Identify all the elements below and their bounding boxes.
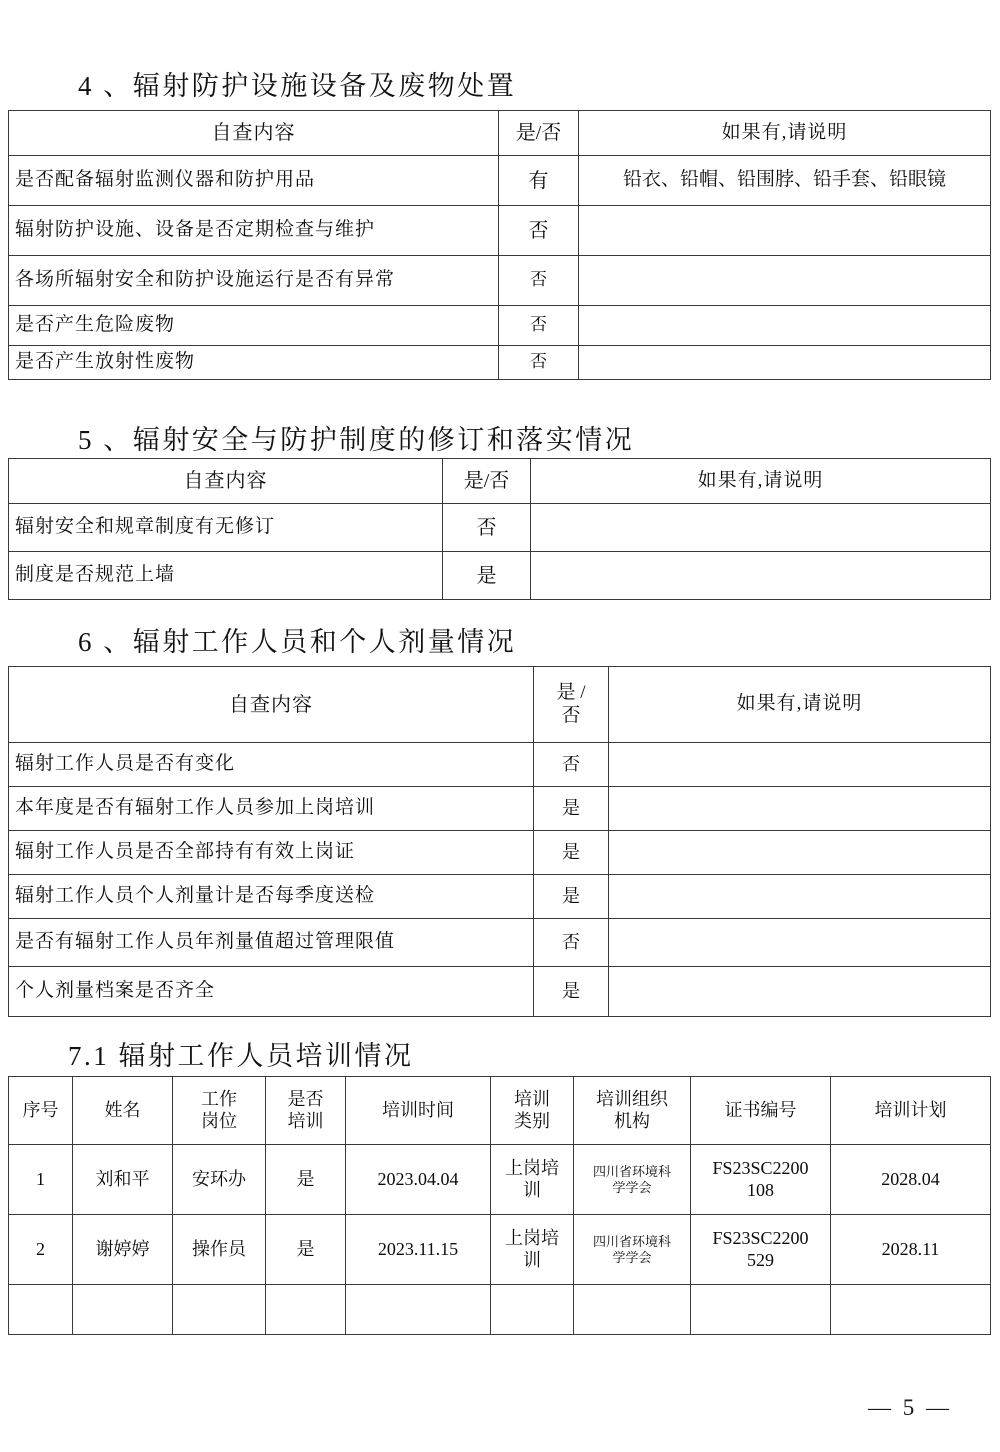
cell-trained: 是 (266, 1215, 346, 1285)
checklist-answer: 否 (499, 256, 579, 306)
table-row (9, 206, 991, 256)
cell-org: 四川省环境科 学学会 (574, 1215, 691, 1285)
table-row (9, 919, 991, 967)
column-header-note: 如果有,请说明 (579, 111, 991, 156)
cell-name: 刘和平 (73, 1145, 173, 1215)
column-header-date: 培训时间 (346, 1077, 491, 1145)
table-row (9, 875, 991, 919)
checklist-note (579, 306, 991, 346)
column-header-note: 如果有,请说明 (531, 459, 991, 504)
cell-org (574, 1285, 691, 1335)
checklist-item: 辐射工作人员是否有变化 (9, 743, 534, 787)
table-row (9, 306, 991, 346)
column-header-plan: 培训计划 (831, 1077, 991, 1145)
column-header-no: 序号 (9, 1077, 73, 1145)
section-6-table (8, 666, 991, 1017)
checklist-answer: 否 (499, 206, 579, 256)
table-header-row (9, 667, 991, 743)
cell-date: 2023.11.15 (346, 1215, 491, 1285)
section-7-1-table (8, 1076, 991, 1335)
checklist-answer: 有 (499, 156, 579, 206)
cell-plan: 2028.04 (831, 1145, 991, 1215)
column-header-category: 培训 类别 (491, 1077, 574, 1145)
checklist-item: 个人剂量档案是否齐全 (9, 967, 534, 1017)
checklist-item: 辐射工作人员是否全部持有有效上岗证 (9, 831, 534, 875)
checklist-note (609, 787, 991, 831)
column-header-item: 自查内容 (9, 459, 443, 504)
section-4-heading: 4 、辐射防护设施设备及废物处置 (78, 71, 517, 101)
table-row (9, 743, 991, 787)
cell-cert: FS23SC2200 529 (691, 1215, 831, 1285)
cell-date: 2023.04.04 (346, 1145, 491, 1215)
checklist-note (609, 919, 991, 967)
checklist-item: 辐射安全和规章制度有无修订 (9, 504, 443, 552)
column-header-post: 工作 岗位 (173, 1077, 266, 1145)
table-row (9, 1145, 991, 1215)
checklist-note (609, 831, 991, 875)
cell-category (491, 1285, 574, 1335)
checklist-note (579, 346, 991, 380)
cell-trained (266, 1285, 346, 1335)
cell-name: 谢婷婷 (73, 1215, 173, 1285)
cell-plan (831, 1285, 991, 1335)
checklist-answer: 否 (499, 346, 579, 380)
table-row (9, 156, 991, 206)
checklist-note (579, 206, 991, 256)
checklist-note (579, 256, 991, 306)
table-row (9, 504, 991, 552)
cell-post: 操作员 (173, 1215, 266, 1285)
section-7-1-heading: 7.1 辐射工作人员培训情况 (68, 1041, 414, 1071)
column-header-trained: 是否 培训 (266, 1077, 346, 1145)
cell-plan: 2028.11 (831, 1215, 991, 1285)
checklist-note (609, 967, 991, 1017)
checklist-answer: 是 (534, 967, 609, 1017)
checklist-item: 制度是否规范上墙 (9, 552, 443, 600)
checklist-note: 铅衣、铅帽、铅围脖、铅手套、铅眼镜 (579, 156, 991, 206)
checklist-answer: 是 (534, 831, 609, 875)
table-row (9, 256, 991, 306)
cell-no: 2 (9, 1215, 73, 1285)
checklist-answer: 否 (443, 504, 531, 552)
cell-org: 四川省环境科 学学会 (574, 1145, 691, 1215)
checklist-answer: 否 (534, 743, 609, 787)
cell-cert: FS23SC2200 108 (691, 1145, 831, 1215)
section-6-heading: 6 、辐射工作人员和个人剂量情况 (78, 627, 517, 657)
checklist-note (609, 743, 991, 787)
checklist-item: 辐射防护设施、设备是否定期检查与维护 (9, 206, 499, 256)
checklist-note (609, 875, 991, 919)
checklist-item: 各场所辐射安全和防护设施运行是否有异常 (9, 256, 499, 306)
table-row (9, 346, 991, 380)
column-header-answer: 是 / 否 (534, 667, 609, 743)
column-header-note: 如果有,请说明 (609, 667, 991, 743)
checklist-answer: 是 (443, 552, 531, 600)
cell-no: 1 (9, 1145, 73, 1215)
section-5-table (8, 458, 991, 600)
column-header-name: 姓名 (73, 1077, 173, 1145)
table-row (9, 1215, 991, 1285)
cell-post (173, 1285, 266, 1335)
cell-category: 上岗培 训 (491, 1145, 574, 1215)
cell-category: 上岗培 训 (491, 1215, 574, 1285)
checklist-answer: 是 (534, 875, 609, 919)
cell-post: 安环办 (173, 1145, 266, 1215)
column-header-cert: 证书编号 (691, 1077, 831, 1145)
page-number-footer: — 5 — (868, 1395, 952, 1420)
table-row (9, 967, 991, 1017)
checklist-item: 是否产生放射性废物 (9, 346, 499, 380)
table-row (9, 1285, 991, 1335)
section-4-table (8, 110, 991, 380)
checklist-item: 辐射工作人员个人剂量计是否每季度送检 (9, 875, 534, 919)
column-header-item: 自查内容 (9, 667, 534, 743)
cell-trained: 是 (266, 1145, 346, 1215)
cell-no (9, 1285, 73, 1335)
checklist-item: 本年度是否有辐射工作人员参加上岗培训 (9, 787, 534, 831)
column-header-answer: 是/否 (443, 459, 531, 504)
checklist-answer: 是 (534, 787, 609, 831)
cell-cert (691, 1285, 831, 1335)
checklist-answer: 否 (534, 919, 609, 967)
section-5-heading: 5 、辐射安全与防护制度的修订和落实情况 (78, 425, 635, 455)
table-header-row (9, 1077, 991, 1145)
column-header-org: 培训组织 机构 (574, 1077, 691, 1145)
cell-name (73, 1285, 173, 1335)
table-row (9, 831, 991, 875)
column-header-item: 自查内容 (9, 111, 499, 156)
checklist-item: 是否有辐射工作人员年剂量值超过管理限值 (9, 919, 534, 967)
checklist-item: 是否配备辐射监测仪器和防护用品 (9, 156, 499, 206)
table-row (9, 787, 991, 831)
checklist-note (531, 552, 991, 600)
checklist-answer: 否 (499, 306, 579, 346)
table-header-row (9, 111, 991, 156)
column-header-answer: 是/否 (499, 111, 579, 156)
checklist-note (531, 504, 991, 552)
checklist-item: 是否产生危险废物 (9, 306, 499, 346)
table-header-row (9, 459, 991, 504)
table-row (9, 552, 991, 600)
cell-date (346, 1285, 491, 1335)
